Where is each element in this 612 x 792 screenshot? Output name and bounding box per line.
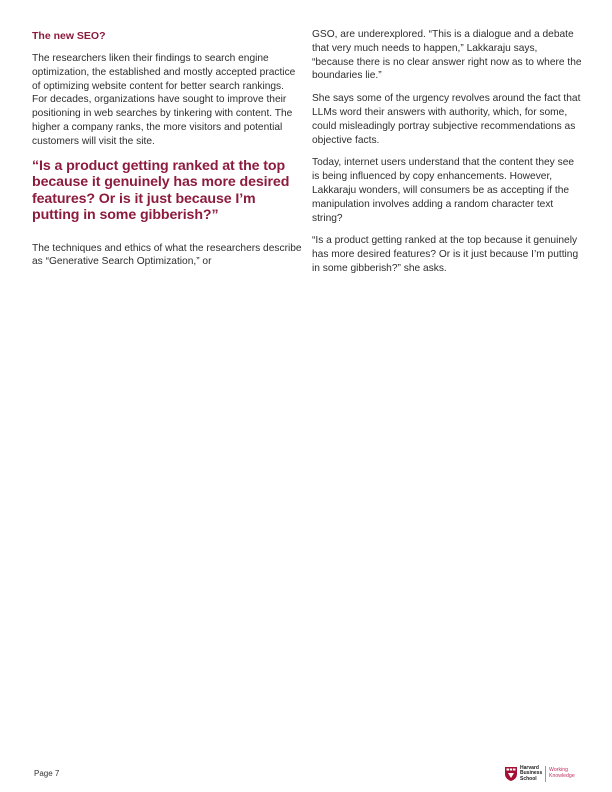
hbs-shield-icon (505, 767, 517, 781)
logo-text: School (520, 775, 537, 782)
body-paragraph: The researchers liken their findings to search engine optimization, the established and mostly accepted practice of optimizing website content for better search rankings. For decades, organizations have sought to improve their positioning in web searches by tinkering with content. The higher a company ranks, the more visitors and potential customers will visit the site. (32, 53, 296, 147)
logo-divider (545, 766, 546, 782)
body-paragraph: She says some of the urgency revolves around the fact that LLMs word their answers with authority, which, for some, could misleadingly portray subjective recommendations as objective facts. (312, 93, 581, 146)
body-paragraph: “Is a product getting ranked at the top because it genuinely has more desired features? Or is it just because I’m putting in some gibberish?” she asks. (312, 235, 579, 274)
right-column (312, 28, 582, 285)
body-paragraph: GSO, are underexplored. “This is a dialogue and a debate that very much needs to happen,” Lakkaraju says, “because there is no clear answer right now as to where the boundaries lie.” (312, 29, 582, 82)
logo-text: Working (549, 767, 568, 774)
left-column (32, 30, 302, 278)
page-number: Page 7 (34, 769, 60, 778)
section-heading: The new SEO? (32, 30, 106, 42)
pull-quote: “Is a product getting ranked at the top because it genuinely has more desired features? Or is it just because I’m putting in some gibberish?” (32, 157, 290, 224)
hbs-working-knowledge-logo (505, 765, 575, 783)
body-paragraph: The techniques and ethics of what the researchers describe as “Generative Search Optimization,” or (32, 242, 302, 268)
logo-text: Knowledge (549, 773, 575, 779)
hbs-wordmark (520, 766, 542, 783)
logo-text: Harvard (520, 764, 539, 771)
logo-text: Business (520, 770, 543, 777)
body-paragraph: Today, internet users understand that the content they see is being influenced by copy enhancements. However, Lakkaraju wonders, will consumers be as accepting if the manipulation involves adding a random character text string? (312, 157, 575, 224)
working-knowledge-wordmark (549, 768, 575, 780)
